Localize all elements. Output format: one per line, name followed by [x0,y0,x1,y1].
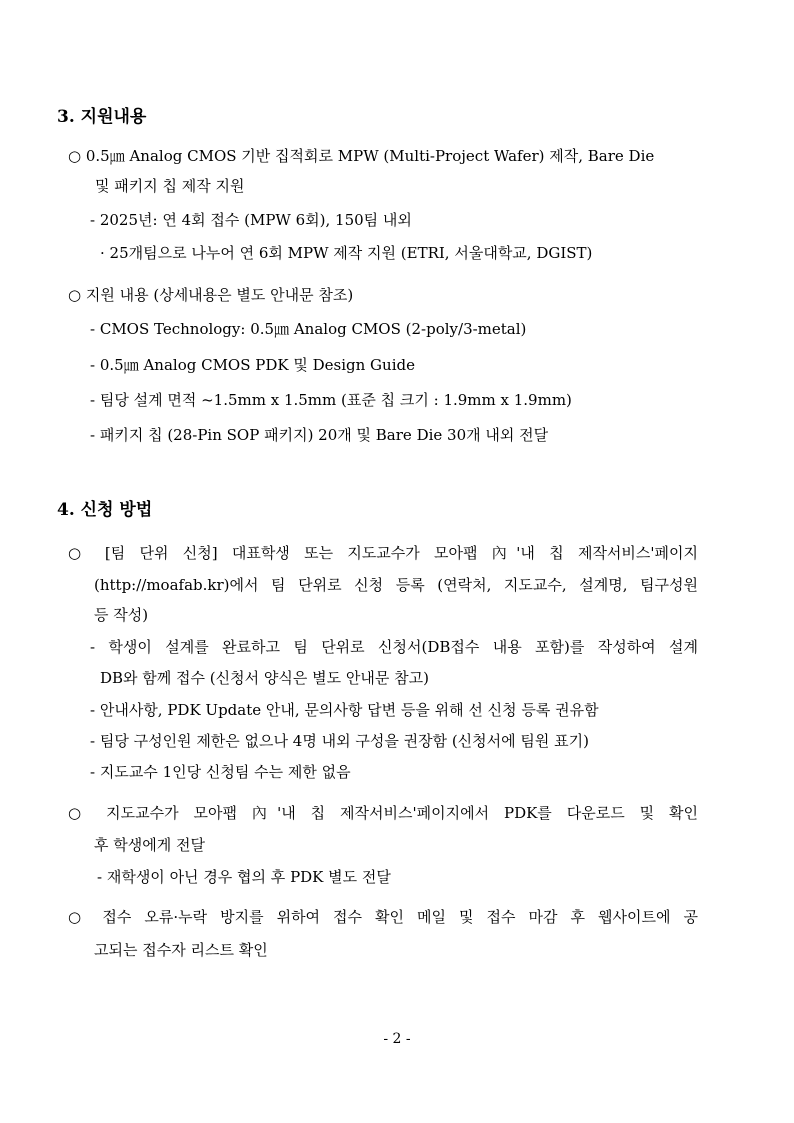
section-3-dash-5: - 패키지 칩 (28-Pin SOP 패키지) 20개 및 Bare Die 30개 내외 전달 [90,426,549,444]
section-3-bullet-2: ○ 지원 내용 (상세내용은 별도 안내문 참조) [68,286,354,304]
section-3-bullet-1-line-2: 및 패키지 칩 제작 지원 [95,177,245,195]
section-4-bullet-1-line-2: (http://moafab.kr)에서 팀 단위로 신청 등록 (연락처, 지도교수, 설계명, 팀구성원 [94,576,698,594]
section-4-bullet-1-line-1: ○ [팀 단위 신청] 대표학생 또는 지도교수가 모아팹 內'내 칩 제작서비스'페이지 [68,544,698,562]
section-4-heading: 4. 신청 방법 [57,500,153,520]
section-3-dash-4: - 팀당 설계 면적 ~1.5mm x 1.5mm (표준 칩 크기 : 1.9mm x 1.9mm) [90,391,572,409]
section-4-dash-1-line-1: - 학생이 설계를 완료하고 팀 단위로 신청서(DB접수 내용 포함)를 작성하여 설계 [90,638,698,656]
section-4-bullet-2-dash-1: - 재학생이 아닌 경우 협의 후 PDK 별도 전달 [97,868,391,886]
section-4-bullet-3-line-2: 고되는 접수자 리스트 확인 [94,941,268,959]
section-3-dash-1: - 2025년: 연 4회 접수 (MPW 6회), 150팀 내외 [90,211,412,229]
section-4-dash-3: - 팀당 구성인원 제한은 없으나 4명 내외 구성을 권장함 (신청서에 팀원 표기) [90,732,589,750]
section-3-dash-2: - CMOS Technology: 0.5㎛ Analog CMOS (2-poly/3-metal) [90,320,527,338]
section-4-bullet-1-line-3: 등 작성) [94,606,149,624]
section-3-dash-1-sub: · 25개팀으로 나누어 연 6회 MPW 제작 지원 (ETRI, 서울대학교, DGIST) [100,244,593,262]
section-3-bullet-1-line-1: ○ 0.5㎛ Analog CMOS 기반 집적회로 MPW (Multi-Project Wafer) 제작, Bare Die [68,147,655,165]
section-4-dash-4: - 지도교수 1인당 신청팀 수는 제한 없음 [90,763,351,781]
section-4-bullet-2-line-1: ○ 지도교수가 모아팹 內'내 칩 제작서비스'페이지에서 PDK를 다운로드 및 확인 [68,804,698,822]
section-4-dash-1-line-2: DB와 함께 접수 (신청서 양식은 별도 안내문 참고) [100,669,429,687]
section-4-dash-2: - 안내사항, PDK Update 안내, 문의사항 답변 등을 위해 선 신청 등록 권유함 [90,701,599,719]
page-number: - 2 - [383,1031,411,1047]
section-3-dash-3: - 0.5㎛ Analog CMOS PDK 및 Design Guide [90,356,415,374]
section-4-bullet-3-line-1: ○ 접수 오류·누락 방지를 위하여 접수 확인 메일 및 접수 마감 후 웹사이트에 공 [68,908,698,926]
section-3-heading: 3. 지원내용 [57,107,147,127]
section-4-bullet-2-line-2: 후 학생에게 전달 [94,836,205,854]
